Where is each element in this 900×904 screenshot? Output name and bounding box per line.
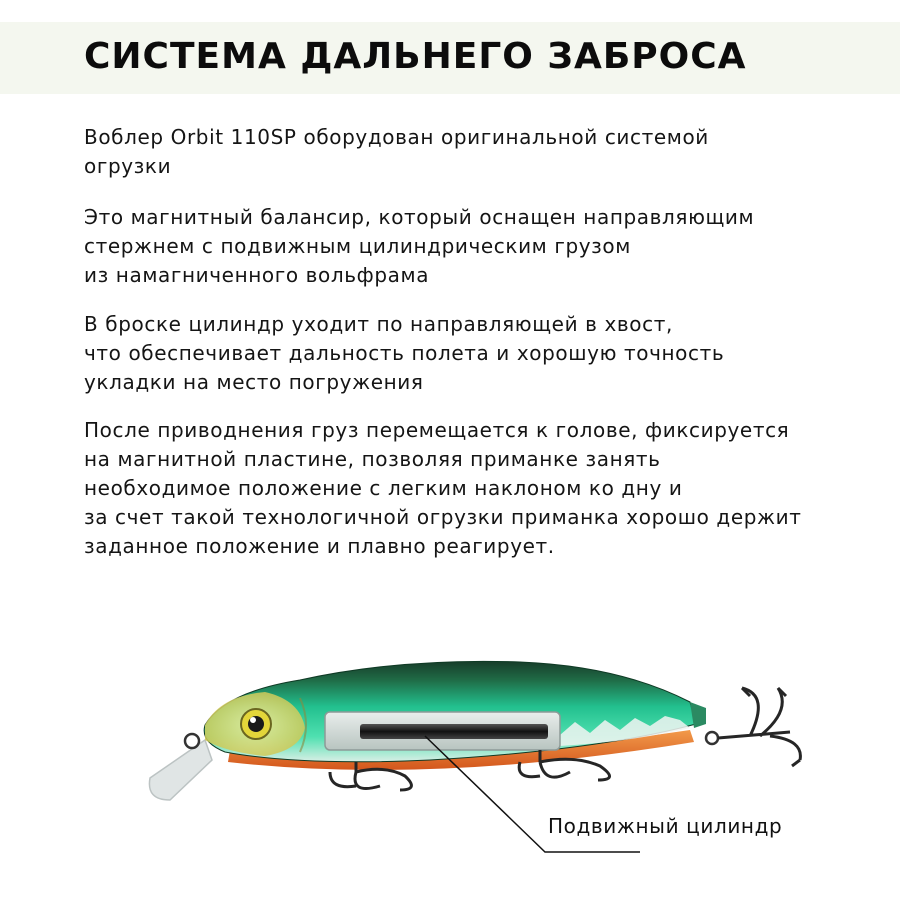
text-line: заданное положение и плавно реагирует.: [84, 534, 555, 558]
text-line: Это магнитный балансир, который оснащен направляющим: [84, 205, 755, 229]
text-line: необходимое положение с легким наклоном ко дну и: [84, 476, 683, 500]
text-line: огрузки: [84, 154, 172, 178]
text-line: за счет такой технологичной огрузки приманка хорошо держит: [84, 505, 802, 529]
paragraph-intro: [84, 123, 709, 181]
text-line: что обеспечивает дальность полета и хорошую точность: [84, 341, 725, 365]
text-line: из намагниченного вольфрама: [84, 263, 430, 287]
paragraph-magnet: [84, 203, 754, 290]
lure-lip: [149, 740, 212, 800]
text-line: Воблер Orbit 110SP оборудован оригинальной системой: [84, 125, 709, 149]
movable-cylinder: [360, 724, 548, 739]
text-line: стержнем с подвижным цилиндрическим грузом: [84, 234, 631, 258]
text-line: После приводнения груз перемещается к голове, фиксируется: [84, 418, 790, 442]
lure-illustration: [0, 600, 900, 900]
callout-label: Подвижный цилиндр: [548, 814, 783, 838]
paragraph-landing: [84, 416, 802, 561]
text-line: укладки на место погружения: [84, 370, 424, 394]
tail-hook: [718, 688, 800, 760]
page-title: СИСТЕМА ДАЛЬНЕГО ЗАБРОСА: [84, 36, 747, 77]
wobbler-lure-image: [0, 600, 900, 900]
text-line: В броске цилиндр уходит по направляющей в хвост,: [84, 312, 673, 336]
paragraph-cast: [84, 310, 724, 397]
text-line: на магнитной пластине, позволяя приманке занять: [84, 447, 661, 471]
